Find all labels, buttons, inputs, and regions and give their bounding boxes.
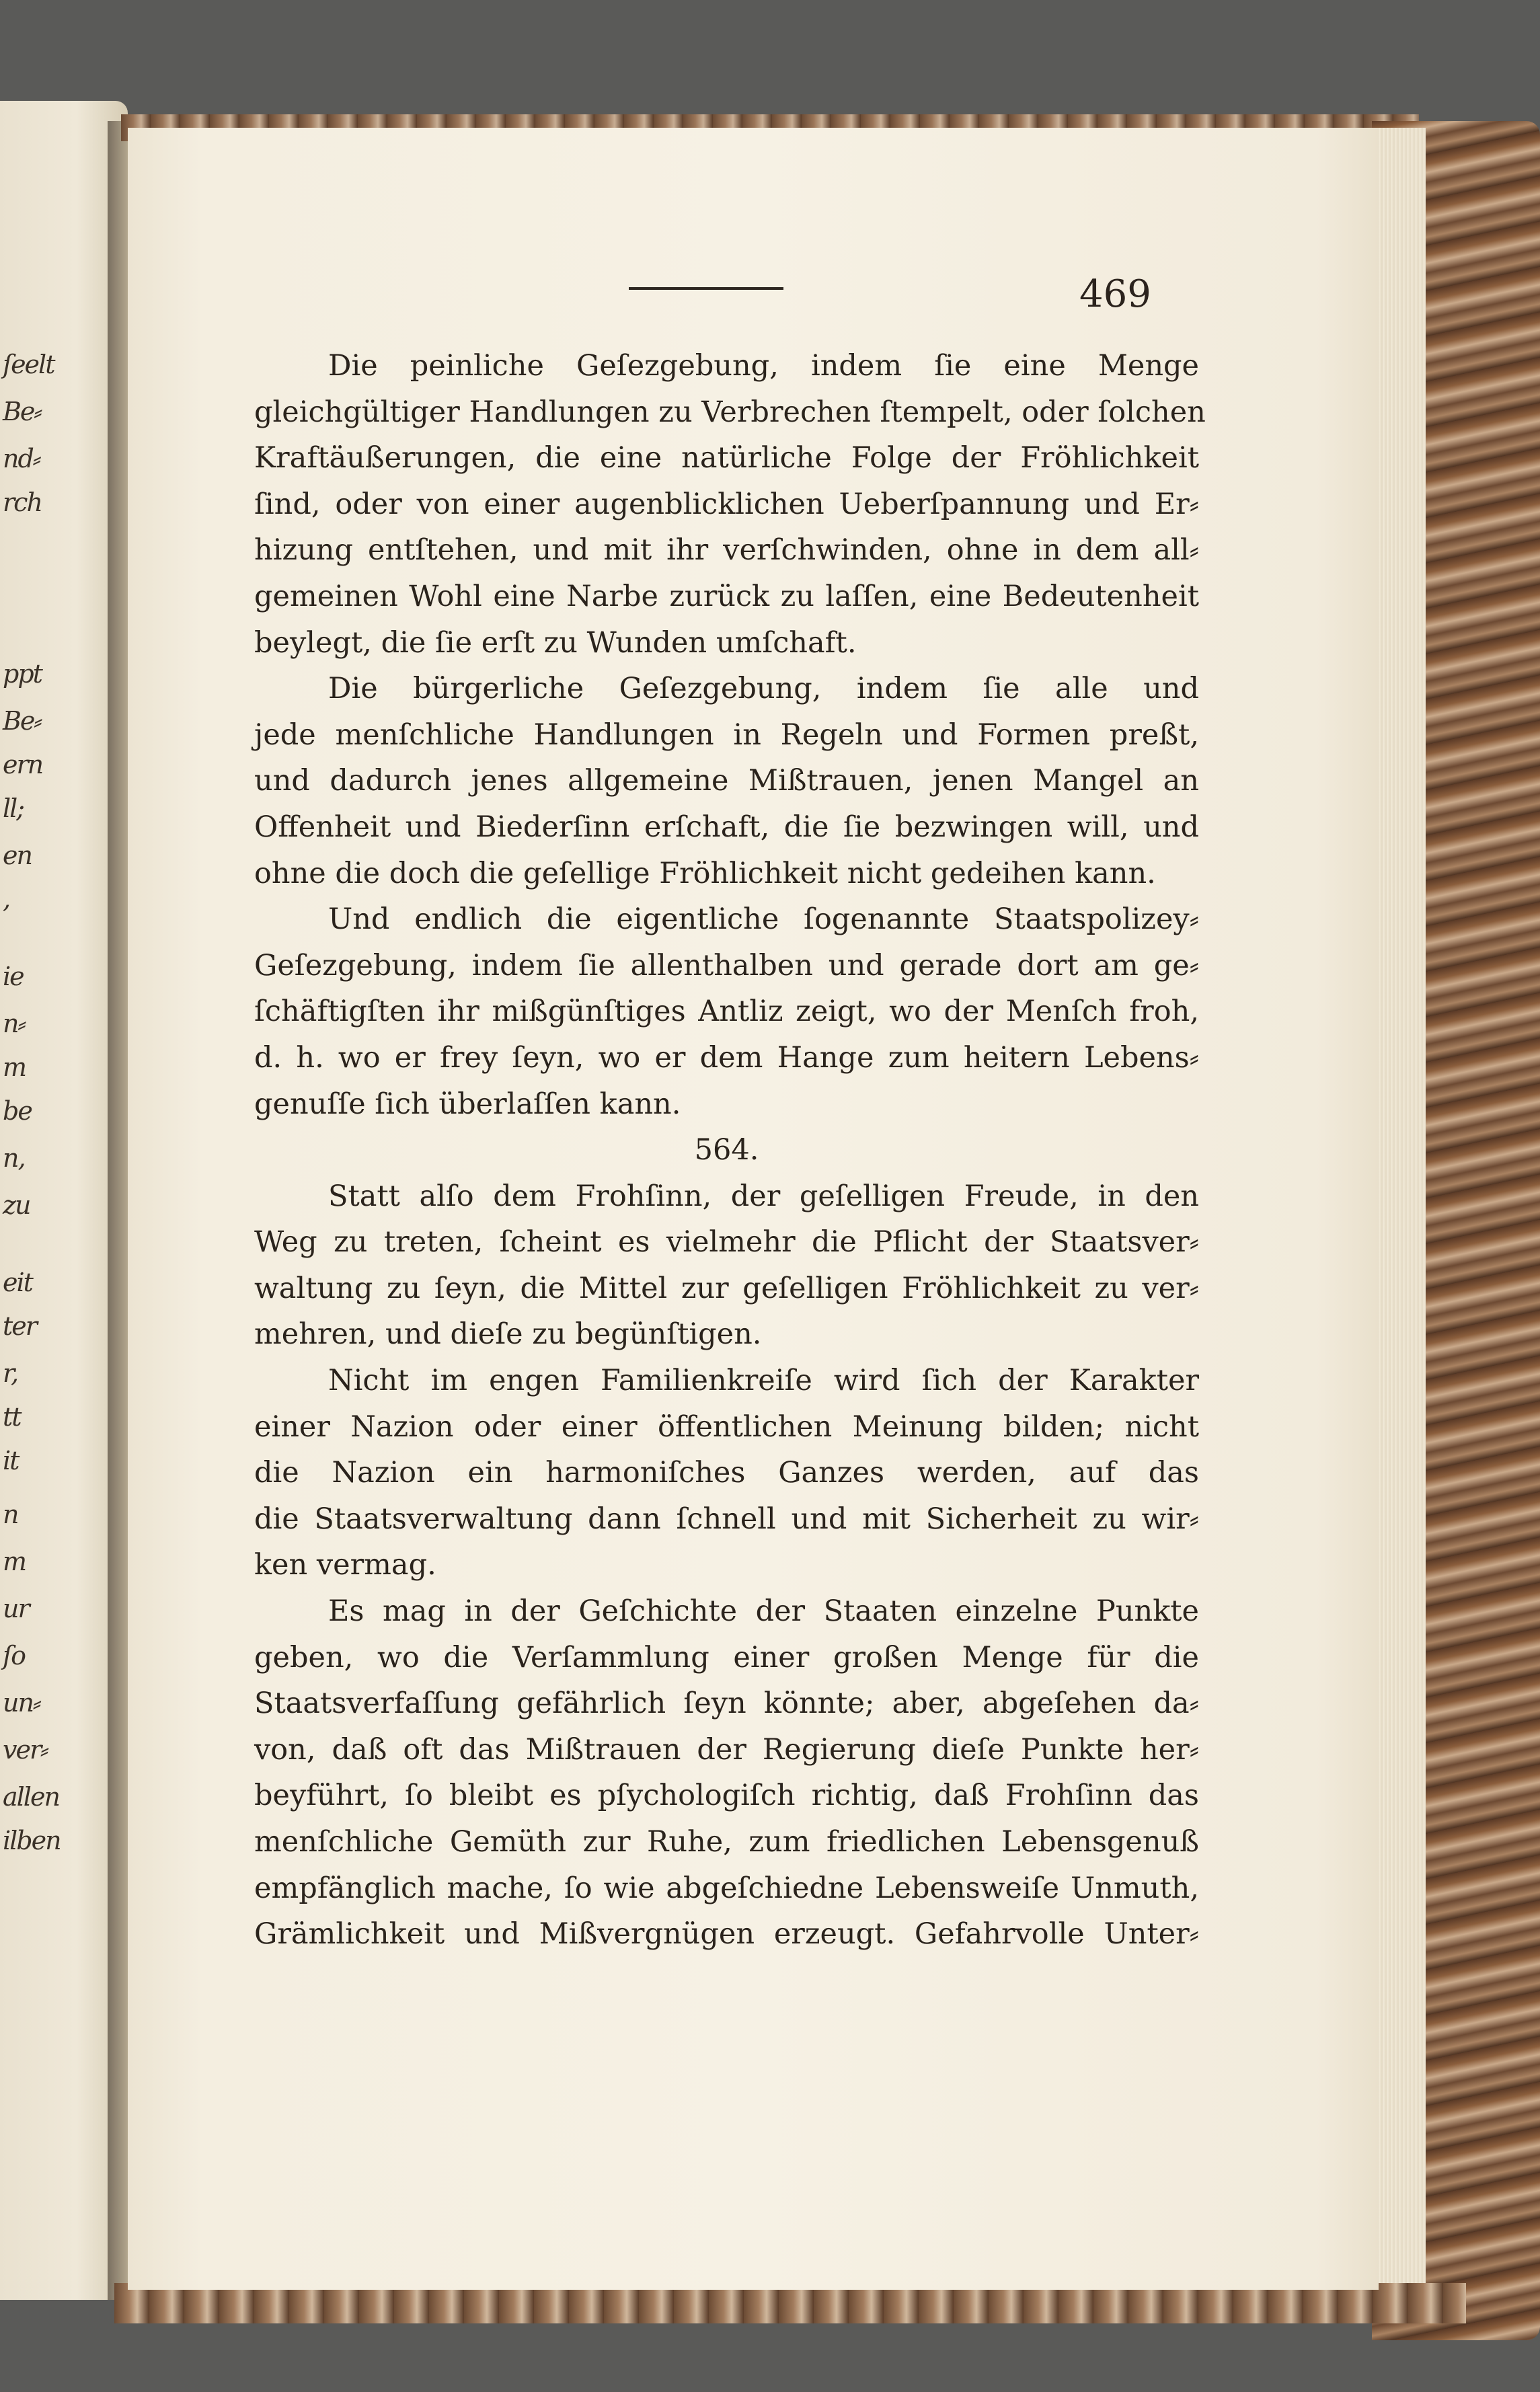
page-stack-edge — [1372, 128, 1426, 2293]
text-line: Die bürgerliche Geſezgebung, indem ſie alle und — [328, 672, 1199, 706]
section-number: 564. — [694, 1133, 759, 1167]
text-line: die Staatsverwaltung dann ſchnell und mit Sicherheit zu wir⸗ — [254, 1502, 1199, 1536]
text-line: Es mag in der Geſchichte der Staaten einzelne Punkte — [328, 1594, 1199, 1629]
text-line: Statt alſo dem Frohſinn, der geſelligen Freude, in den — [328, 1179, 1199, 1213]
text-line: einer Nazion oder einer öffentlichen Meinung bilden; nicht — [254, 1410, 1199, 1444]
facing-page-fragment: ter — [3, 1311, 36, 1341]
facing-page-fragment: it — [3, 1446, 19, 1475]
text-line: ken vermag. — [254, 1548, 436, 1582]
text-line: geben, wo die Verſammlung einer großen Menge für die — [254, 1640, 1199, 1674]
page-number: 469 — [1079, 272, 1151, 316]
facing-page-fragment: tt — [3, 1402, 21, 1432]
facing-page-fragment: , — [3, 884, 10, 914]
text-line: menſchliche Gemüth zur Ruhe, zum friedlichen Lebensgenuß — [254, 1825, 1199, 1859]
text-line: beyführt, ſo bleibt es pſychologiſch richtig, daß Frohſinn das — [254, 1779, 1199, 1813]
text-line: Nicht im engen Familienkreiſe wird ſich der Karakter — [328, 1364, 1199, 1398]
facing-page-fragment: ur — [3, 1594, 29, 1623]
text-line: Geſezgebung, indem ſie allenthalben und gerade dort am ge⸗ — [254, 948, 1199, 982]
facing-page-fragment: Be⸗ — [3, 397, 42, 426]
text-line: gleichgültiger Handlungen zu Verbrechen ſtempelt, oder ſolchen — [254, 395, 1206, 429]
facing-page-fragment: ppt — [3, 659, 42, 689]
text-line: Kraftäußerungen, die eine natürliche Folge der Fröhlichkeit — [254, 441, 1199, 475]
text-line: ſchäftigſten ihr mißgünſtiges Antliz zeigt, wo der Menſch froh, — [254, 995, 1199, 1029]
header-rule — [629, 287, 783, 290]
facing-page-fragment: nd⸗ — [3, 444, 40, 473]
facing-page-fragment: zu — [3, 1190, 30, 1220]
facing-page-fragment: en — [3, 841, 32, 870]
text-line: waltung zu ſeyn, die Mittel zur geſelligen Fröhlichkeit zu ver⸗ — [254, 1271, 1199, 1305]
text-line: Die peinliche Geſezgebung, indem ſie eine Menge — [328, 349, 1199, 383]
text-line: Grämlichkeit und Mißvergnügen erzeugt. Gefahrvolle Unter⸗ — [254, 1917, 1199, 1952]
facing-page-fragment: m — [3, 1052, 26, 1082]
facing-page-fragment: ſo — [3, 1641, 25, 1670]
facing-page-fragment: un⸗ — [3, 1688, 40, 1718]
text-line: Offenheit und Biederſinn erſchaft, die ſie bezwingen will, und — [254, 810, 1199, 844]
text-line: von, daß oft das Mißtrauen der Regierung dieſe Punkte her⸗ — [254, 1732, 1199, 1767]
facing-page-fragment: ie — [3, 962, 24, 991]
text-line: jede menſchliche Handlungen in Regeln und Formen preßt, — [254, 718, 1199, 752]
facing-page-fragment: ſeelt — [3, 350, 54, 379]
facing-page-fragment: Be⸗ — [3, 706, 42, 736]
text-line: ſind, oder von einer augenblicklichen Ueberſpannung und Er⸗ — [254, 487, 1199, 521]
text-line: mehren, und dieſe zu begünſtigen. — [254, 1317, 762, 1352]
facing-page-fragment: ver⸗ — [3, 1735, 48, 1765]
facing-page-fragment: allen — [3, 1782, 59, 1812]
text-line: beylegt, die ſie erſt zu Wunden umſchaft. — [254, 625, 857, 660]
text-line: ohne die doch die geſellige Fröhlichkeit nicht gedeihen kann. — [254, 856, 1156, 890]
facing-page-fragment: n — [3, 1500, 18, 1529]
facing-page-fragment: ern — [3, 750, 43, 779]
body-text — [254, 343, 1206, 1958]
text-line: die Nazion ein harmoniſches Ganzes werden, auf das — [254, 1456, 1199, 1490]
facing-page-fragment: rch — [3, 488, 42, 517]
facing-page-fragment: n, — [3, 1143, 25, 1173]
text-line: und dadurch jenes allgemeine Mißtrauen, jenen Mangel an — [254, 764, 1199, 798]
text-line: d. h. wo er frey ſeyn, wo er dem Hange zum heitern Lebens⸗ — [254, 1040, 1199, 1075]
facing-page-fragment: n⸗ — [3, 1009, 26, 1038]
text-line: Und endlich die eigentliche ſogenannte Staatspolizey⸗ — [328, 902, 1199, 937]
facing-page-fragment: eit — [3, 1268, 32, 1297]
facing-page-fragment: r, — [3, 1358, 18, 1388]
text-line: gemeinen Wohl eine Narbe zurück zu laſſen, eine Bedeutenheit — [254, 579, 1199, 613]
facing-page-fragment: ilben — [3, 1826, 61, 1855]
text-line: Staatsverfaſſung gefährlich ſeyn könnte; aber, abgeſehen da⸗ — [254, 1687, 1199, 1721]
text-line: genuſſe ſich überlaſſen kann. — [254, 1087, 681, 1121]
facing-page-fragment: ll; — [3, 794, 24, 823]
facing-page-fragment: be — [3, 1096, 32, 1126]
text-line: Weg zu treten, ſcheint es vielmehr die Pflicht der Staatsver⸗ — [254, 1225, 1199, 1260]
facing-page-fragment: m — [3, 1547, 26, 1576]
text-line: empfänglich mache, ſo wie abgeſchiedne Lebensweiſe Unmuth, — [254, 1871, 1199, 1905]
text-line: hizung entſtehen, und mit ihr verſchwinden, ohne in dem all⸗ — [254, 533, 1199, 568]
